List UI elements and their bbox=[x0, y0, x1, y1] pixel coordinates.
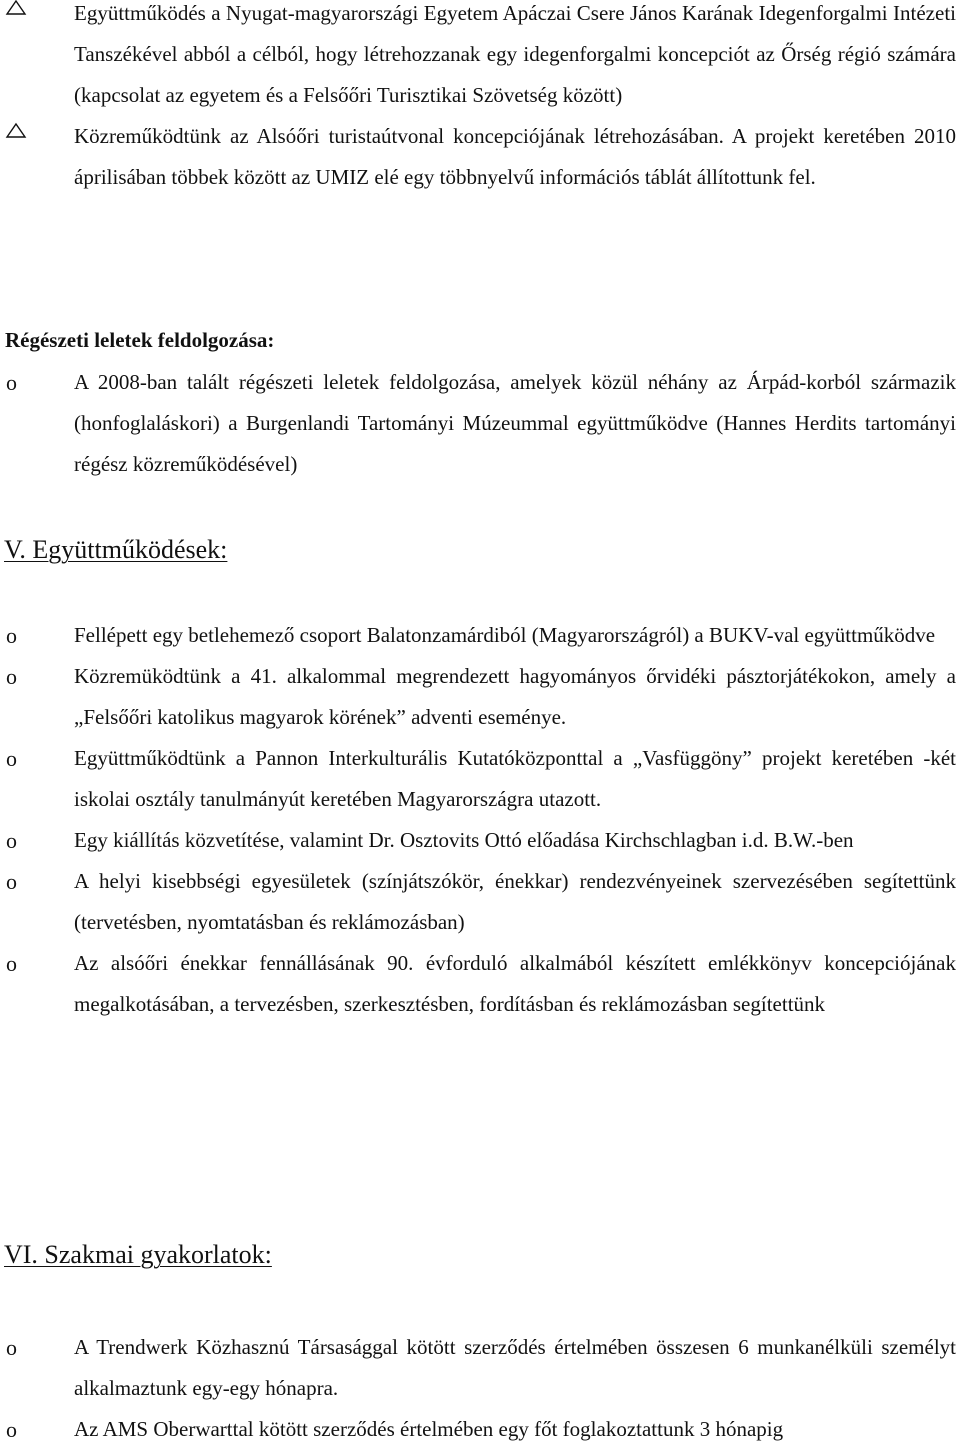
internship-list bbox=[0, 1327, 960, 1450]
top-bullet-list bbox=[0, 0, 960, 198]
bullet-marker: o bbox=[6, 746, 17, 771]
list-item bbox=[0, 362, 960, 485]
list-item-text: Közremüködtünk a 41. alkalommal megrendezett hagyományos őrvidéki pásztorjátékokon, amely a „Felsőőri katolikus magyarok körének” adventi eseménye. bbox=[74, 664, 956, 729]
triangle-bullet-icon bbox=[5, 0, 27, 19]
section-heading: VI. Szakmai gyakorlatok: bbox=[4, 1240, 272, 1269]
list-item-text: A helyi kisebbségi egyesületek (színjátszókör, énekkar) rendezvényeinek szervezésében segítettünk (tervetésben, nyomtatásban és reklámozásban) bbox=[74, 869, 956, 934]
bullet-marker: o bbox=[6, 869, 17, 894]
list-item-text: A Trendwerk Közhasznú Társasággal kötött szerződés értelmében összesen 6 munkanélküli személyt alkalmaztunk egy-egy hónapra. bbox=[74, 1335, 956, 1400]
bullet-marker: o bbox=[6, 1335, 17, 1360]
bullet-marker: o bbox=[6, 664, 17, 689]
bullet-marker: o bbox=[6, 370, 17, 395]
list-item-text: Egy kiállítás közvetítése, valamint Dr. Osztovits Ottó előadása Kirchschlagban i.d. B.W.-ben bbox=[74, 828, 854, 852]
list-item-text: Az AMS Oberwarttal kötött szerződés értelmében egy főt foglakoztattunk 3 hónapig bbox=[74, 1417, 784, 1441]
list-item-text: Közreműködtünk az Alsóőri turistaútvonal koncepciójának létrehozásában. A projekt keretében 2010 áprilisában többek között az UMIZ elé egy többnyelvű információs táblát állítottunk fel. bbox=[74, 124, 956, 189]
list-item bbox=[0, 0, 960, 116]
bullet-marker: o bbox=[6, 623, 17, 648]
list-item bbox=[0, 861, 960, 943]
subsection-heading: Régészeti leletek feldolgozása: bbox=[5, 328, 275, 352]
section-heading: V. Együttműködések: bbox=[4, 535, 228, 564]
archaeology-list bbox=[0, 362, 960, 485]
list-item-text: Együttműködtünk a Pannon Interkulturális Kutatóközponttal a „Vasfüggöny” projekt keretében -két iskolai osztály tanulmányút keretében Magyarországra utazott. bbox=[74, 746, 956, 811]
list-item bbox=[0, 820, 960, 861]
list-item bbox=[0, 116, 960, 198]
list-item-text: Az alsóőri énekkar fennállásának 90. évforduló alkalmából készített emlékkönyv koncepciójának megalkotásában, a tervezésben, szerkesztésben, fordításban és reklámozásban segítettünk bbox=[74, 951, 956, 1016]
list-item bbox=[0, 615, 960, 656]
list-item bbox=[0, 738, 960, 820]
cooperation-list bbox=[0, 615, 960, 1025]
list-item-text: Fellépett egy betlehemező csoport Balatonzamárdiból (Magyarországról) a BUKV-val együttműködve bbox=[74, 623, 936, 647]
bullet-marker: o bbox=[6, 951, 17, 976]
list-item-text: A 2008-ban talált régészeti leletek feldolgozása, amelyek közül néhány az Árpád-korból származik (honfoglaláskori) a Burgenlandi Tartományi Múzeummal együttműködve (Hannes Herdits tartományi régész közreműködésével) bbox=[74, 370, 956, 476]
triangle-bullet-icon bbox=[5, 120, 27, 142]
bullet-marker: o bbox=[6, 1417, 17, 1442]
list-item bbox=[0, 943, 960, 1025]
bullet-marker: o bbox=[6, 828, 17, 853]
list-item-text: Együttműködés a Nyugat-magyarországi Egyetem Apáczai Csere János Karának Idegenforgalmi Intézeti Tanszékével abból a célból, hogy létrehozzanak egy idegenforgalmi koncepciót az Őrség régió számára (kapcsolat az egyetem és a Felsőőri Turisztikai Szövetség között) bbox=[74, 1, 956, 107]
list-item bbox=[0, 1327, 960, 1409]
list-item bbox=[0, 656, 960, 738]
